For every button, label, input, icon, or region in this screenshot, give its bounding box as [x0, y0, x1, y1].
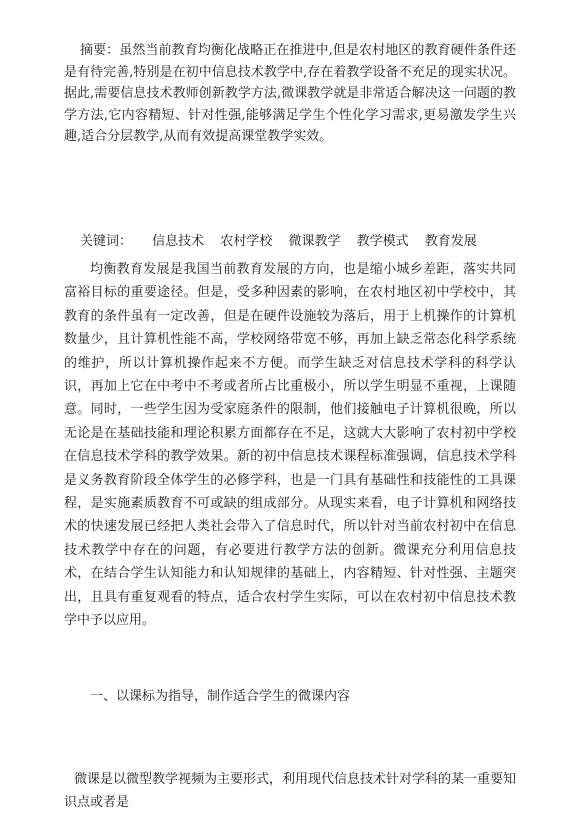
keywords-line: [80, 231, 489, 253]
keyword-term: 农村学校: [220, 234, 273, 249]
keyword-term: 教学模式: [356, 234, 409, 249]
abstract-paragraph: 摘要：虽然当前教育均衡化战略正在推进中,但是农村地区的教育硬件条件还是有待完善,特别是在初中信息技术教学中,存在着教学设备不充足的现实状况。据此,需要信息技术教师创新教学方法,微课教学就是非常适合解决这一问题的教学方法,它内容精短、针对性强,能够满足学生个性化学习需求,更易激发学生兴趣,适合分层教学,从而有效提高课堂教学实效。: [64, 43, 516, 144]
keyword-term: 教育发展: [424, 234, 477, 249]
keyword-term: 微课教学: [288, 234, 341, 249]
keyword-term: 信息技术: [152, 234, 205, 249]
body-paragraph: 均衡教育发展是我国当前教育发展的方向，也是缩小城乡差距，落实共同富裕目标的重要途径。但是，受多种因素的影响，在农村地区初中学校中，其教育的条件虽有一定改善，但是在硬件设施较为落后，用于上机操作的计算机数量少，且计算机性能不高，学校网络带宽不够，再加上缺乏常态化科学系统的维护，所以计算机操作起来不方便。而学生缺乏对信息技术学科的科学认识，再加上它在中考中不考或者所占比重极小，所以学生明显不重视，上课随意。同时，一些学生因为受家庭条件的限制，他们接触电子计算机很晚，所以无论是在基础技能和理论积累方面都存在不足，这就大大影响了农村初中学校在信息技术学科的教学效果。新的初中信息技术课程标准强调，信息技术学科是义务教育阶段全体学生的必修学科，也是一门具有基础性和技能性的工具课程，是实施素质教育不可或缺的组成部分。从现实来看，电子计算机和网络技术的快速发展已经把人类社会带入了信息时代，所以针对当前农村初中在信息技术教学中存在的问题，有必要进行教学方法的创新。微课充分利用信息技术，在结合学生认知能力和认知规律的基础上，内容精短、针对性强、主题突出，且具有重复观看的特点，适合农村学生实际，可以在农村初中信息技术教学中予以应用。: [64, 262, 516, 629]
keywords-label: 关键词：: [80, 234, 133, 249]
body-paragraph-continued: 微课是以微型教学视频为主要形式，利用现代信息技术针对学科的某一重要知识点或者是: [64, 772, 517, 811]
section-heading: 一、以课标为指导，制作适合学生的微课内容: [90, 689, 351, 704]
